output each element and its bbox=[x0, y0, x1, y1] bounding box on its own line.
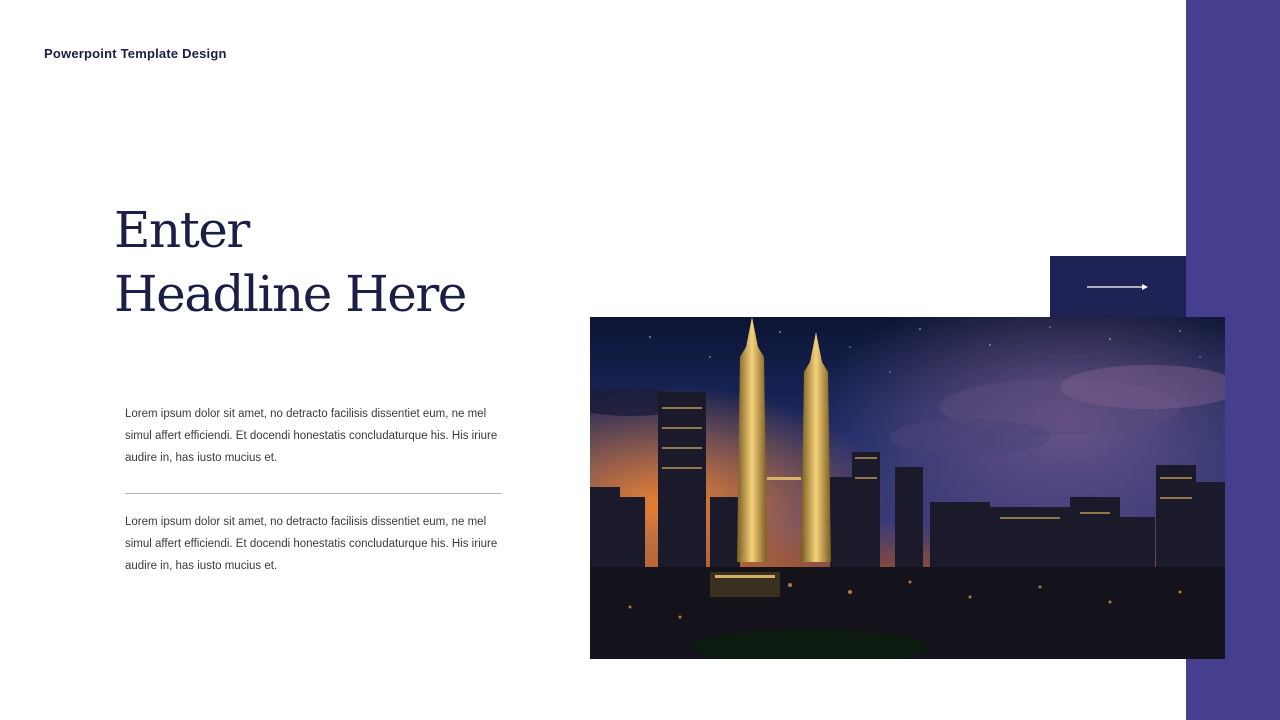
body-paragraph-2: Lorem ipsum dolor sit amet, no detracto facilisis dissentiet eum, ne mel simul affert efficiendi. Et docendi honestatis concludaturque his. His iriure audire in, has iusto mucius et. bbox=[125, 516, 498, 572]
skyline-illustration bbox=[590, 317, 1225, 659]
next-arrow-button[interactable] bbox=[1050, 256, 1186, 318]
city-skyline-photo bbox=[590, 317, 1225, 659]
body-paragraph-1: Lorem ipsum dolor sit amet, no detracto facilisis dissentiet eum, ne mel simul affert efficiendi. Et docendi honestatis concludaturque his. His iriure audire in, has iusto mucius et. bbox=[125, 408, 498, 464]
headline-line-2: Headline Here bbox=[114, 265, 466, 323]
headline-line-1: Enter bbox=[114, 201, 249, 259]
brand-title: Powerpoint Template Design bbox=[44, 46, 227, 61]
section-divider bbox=[125, 493, 502, 494]
arrow-right-icon bbox=[1087, 282, 1149, 292]
slide-headline bbox=[114, 198, 466, 326]
